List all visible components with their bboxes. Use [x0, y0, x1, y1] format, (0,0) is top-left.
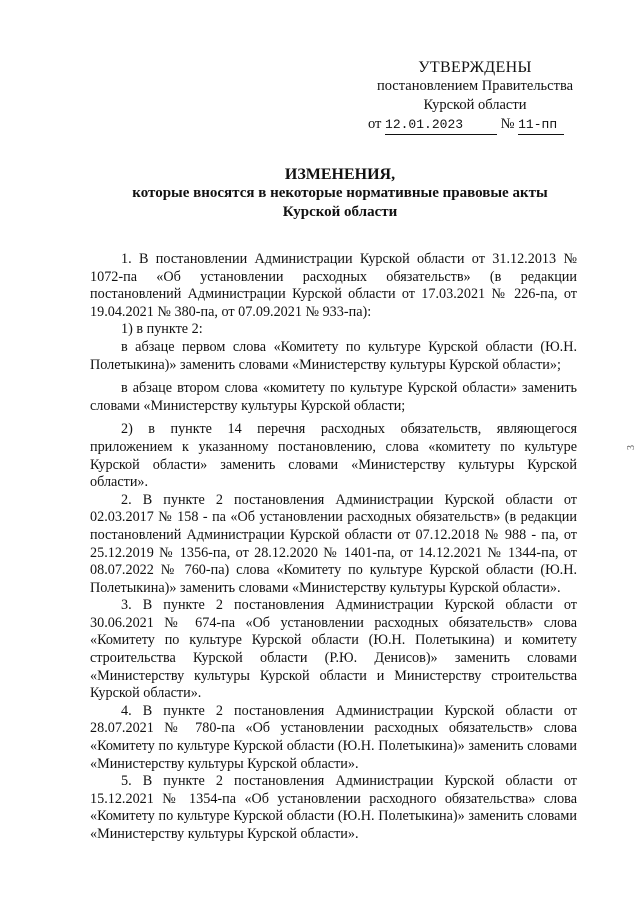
title-line-3: Курской области	[282, 204, 398, 220]
approval-block	[360, 58, 590, 135]
date-prefix: от	[368, 116, 382, 132]
paragraph-3: 3. В пункте 2 постановления Администрации Курской области от 30.06.2021 № 674-па «Об установлении расходных обязательств» слова «Комитету по культуре Курской области (Ю.Н. Полетыкина) и комитету строительства Курской области (Р.Ю. Денисов)» заменить словами «Министерству культуры Курской области и Министерству строительства Курской области».	[90, 597, 577, 702]
approval-number: 11-пп	[518, 115, 564, 135]
approval-reference	[360, 115, 590, 135]
title-line-2: которые вносятся в некоторые нормативные правовые акты	[132, 185, 548, 201]
paragraph-1-sub-1: 1) в пункте 2:	[121, 321, 203, 338]
document-body	[90, 251, 577, 844]
paragraph-1: 1. В постановлении Администрации Курской области от 31.12.2013 № 1072-па «Об установлении расходных обязательств» (в редакции постановлений Администрации Курской области от 17.03.2021 № 226-па, от 19.04.2021 № 380-па, от 07.09.2021 № 933-па):	[90, 251, 577, 320]
number-prefix: №	[500, 116, 515, 132]
paragraph-1-sub-1-a: в абзаце первом слова «Комитету по культуре Курской области (Ю.Н. Полетыкина)» заменить словами «Министерству культуры Курской области»;	[90, 338, 577, 373]
paragraph-2: 2. В пункте 2 постановления Администрации Курской области от 02.03.2017 № 158 - па «Об установлении расходных обязательств» (в редакции постановлений Администрации Курской области от 07.12.2018 № 988 - па, от 25.12.2019 № 1356-па, от 28.12.2020 № 1401-па, от 14.12.2021 № 1344-па, от 08.07.2022 № 760-па) слова «Комитету по культуре Курской области (Ю.Н. Полетыкина)» заменить словами «Министерству культуры Курской области».	[90, 491, 577, 596]
approval-date: 12.01.2023	[385, 115, 497, 135]
title-line-1: ИЗМЕНЕНИЯ,	[284, 166, 396, 183]
paragraph-1-sub-2: 2) в пункте 14 перечня расходных обязательств, являющегося приложением к указанному постановлению, слова «комитету по культуре Курской области» заменить словами «Министерству культуры Курской области».	[90, 421, 577, 491]
paragraph-4: 4. В пункте 2 постановления Администрации Курской области от 28.07.2021 № 780-па «Об установлении расходных обязательств» слова «Комитету по культуре Курской области (Ю.Н. Полетыкина)» заменить словами «Министерству культуры Курской области».	[90, 702, 577, 772]
approval-heading: УТВЕРЖДЕНЫ	[418, 59, 532, 76]
margin-note: 3	[626, 445, 637, 450]
document-title	[90, 165, 590, 222]
approval-issuer: постановлением Правительства	[376, 78, 574, 94]
approval-region: Курской области	[423, 97, 527, 113]
paragraph-1-sub-1-b: в абзаце втором слова «комитету по культуре Курской области» заменить словами «Министерству культуры Курской области;	[90, 380, 577, 414]
paragraph-5: 5. В пункте 2 постановления Администрации Курской области от 15.12.2021 № 1354-па «Об установлении расходного обязательства» слова «Комитету по культуре Курской области (Ю.Н. Полетыкина)» заменить словами «Министерству культуры Курской области».	[90, 773, 577, 842]
